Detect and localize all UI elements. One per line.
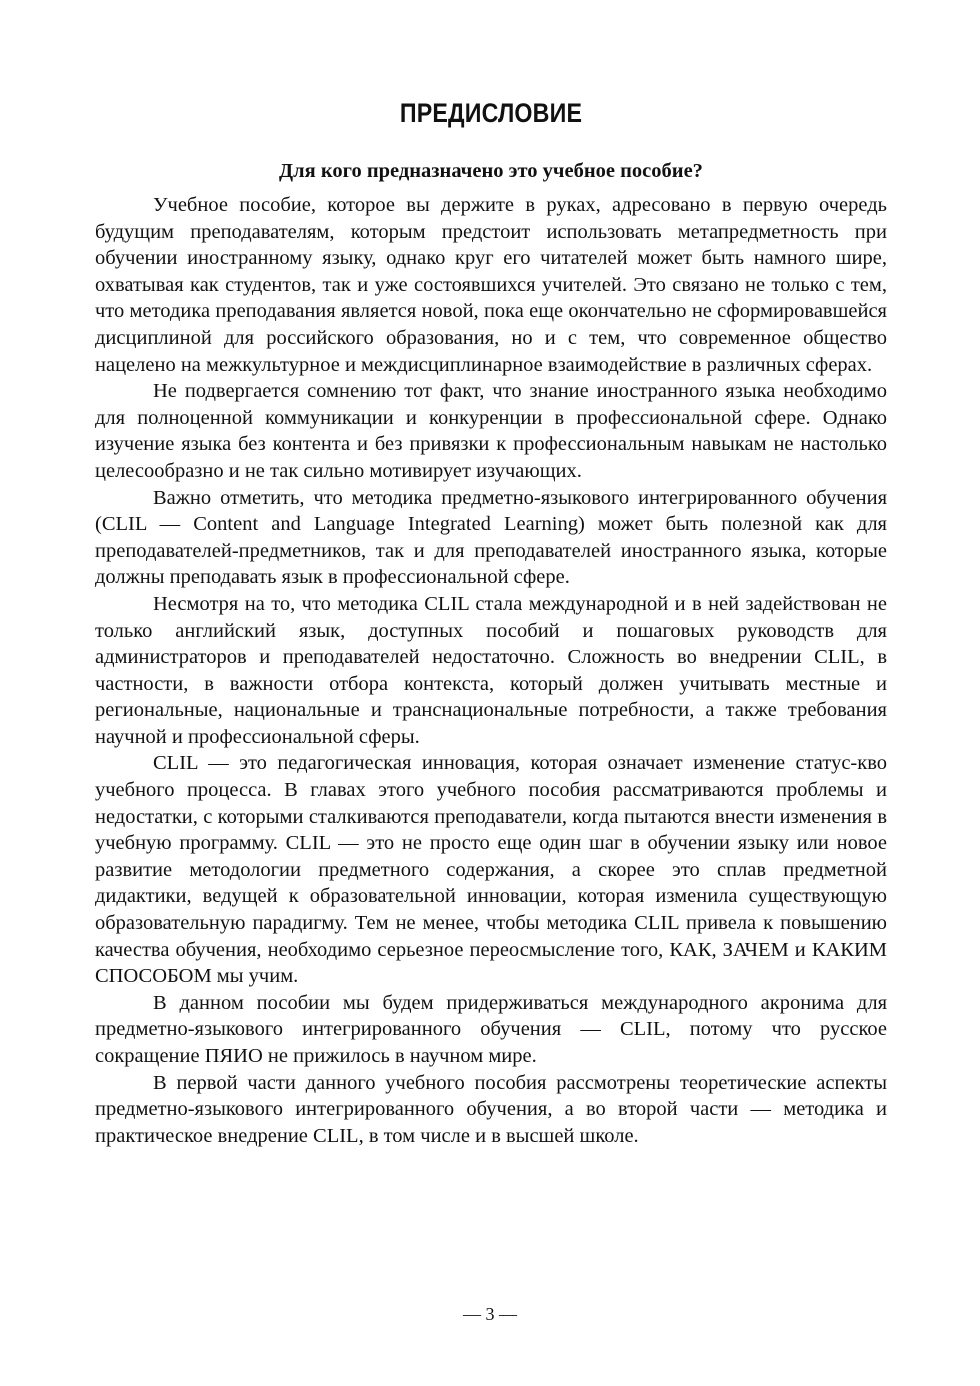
paragraph: CLIL — это педагогическая инновация, которая означает изменение статус-кво учебного процесса. В главах этого учебного пособия рассматриваются проблемы и недостатки, с которыми сталкиваются преподаватели, когда пытаются внести изменения в учебную программу. CLIL — это не просто еще один шаг в обучении языку или новое развитие методологии предметного содержания, а скорее это сплав предметной дидактики, ведущей к образовательной инновации, которая изменила существующую образовательную парадигму. Тем не менее, чтобы методика CLIL привела к повышению качества обучения, необходимо серьезное переосмысление того, КАК, ЗАЧЕМ и КАКИМ СПОСОБОМ мы учим.	[95, 752, 887, 988]
section-subtitle: Для кого предназначено это учебное пособие?	[279, 160, 703, 182]
paragraph: Не подвергается сомнению тот факт, что знание иностранного языка необходимо для полноценной коммуникации и конкуренции в профессиональной сфере. Однако изучение языка без контента и без привязки к профессиональным навыкам не настолько целесообразно и не так сильно мотивирует изучающих.	[95, 380, 887, 482]
paragraph: Учебное пособие, которое вы держите в руках, адресовано в первую очередь будущим преподавателям, которым предстоит использовать метапредметность при обучении иностранному языку, однако круг его читателей может быть намного шире, охватывая как студентов, так и уже состоявшихся учителей. Это связано не только с тем, что методика преподавания является новой, пока еще окончательно не сформировавшейся дисциплиной для российского образования, но и с тем, что современное общество нацелено на межкультурное и междисциплинарное взаимодействие в различных сферах.	[95, 194, 887, 376]
paragraph: Несмотря на то, что методика CLIL стала международной и в ней задействован не только английский язык, доступных пособий и пошаговых руководств для администраторов и преподавателей недостаточно. Сложность во внедрении CLIL, в частности, в важности отбора контекста, который должен учитывать местные и региональные, национальные и транснациональные потребности, а также требования научной и профессиональной сферы.	[95, 592, 887, 748]
paragraph: В первой части данного учебного пособия рассмотрены теоретические аспекты предметно-языкового интегрированного обучения, а во второй части — методика и практическое внедрение CLIL, в том числе и в высшей школе.	[95, 1071, 887, 1147]
body-text	[95, 192, 887, 1149]
page-title: ПРЕДИСЛОВИЕ	[399, 98, 583, 128]
paragraph: Важно отметить, что методика предметно-языкового интегрированного обучения (CLIL — Content and Language Integrated Learning) может быть полезной как для преподавателей-предметников, так и для преподавателей иностранного языка, которые должны преподавать язык в профессиональной сфере.	[95, 486, 887, 589]
page-number: — 3 —	[463, 1304, 517, 1324]
document-page	[95, 0, 887, 1149]
paragraph: В данном пособии мы будем придерживаться международного акронима для предметно-языкового интегрированного обучения — CLIL, потому что русское сокращение ПЯИО не прижилось в научном мире.	[95, 991, 887, 1067]
